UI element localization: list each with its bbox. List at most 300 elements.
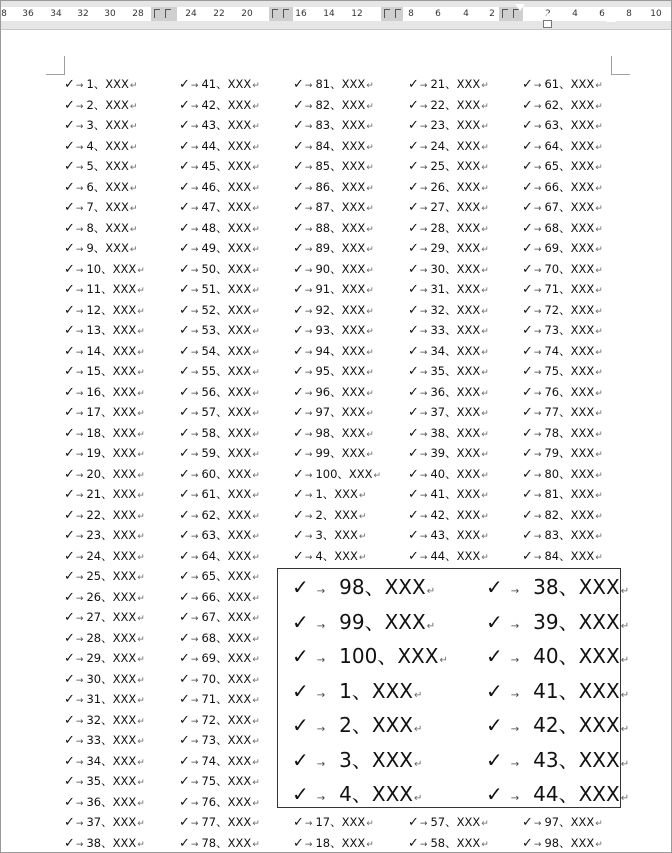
checkmark-icon: ✓	[293, 487, 304, 502]
right-indent-marker[interactable]	[606, 15, 616, 22]
list-item[interactable]	[522, 464, 603, 484]
zoomed-list-item[interactable]	[486, 708, 629, 742]
list-item[interactable]	[522, 361, 603, 381]
list-item[interactable]	[293, 361, 374, 381]
list-item[interactable]	[64, 710, 145, 730]
tab-arrow-icon: →	[190, 286, 199, 296]
zoomed-list-item[interactable]	[292, 708, 422, 742]
list-item[interactable]	[408, 197, 489, 217]
list-item[interactable]	[64, 382, 145, 402]
list-item[interactable]	[293, 95, 374, 115]
tab-arrow-icon: →	[419, 368, 428, 378]
paragraph-mark-icon: ↵	[481, 388, 489, 399]
tab-stop-marker[interactable]	[165, 9, 171, 18]
list-item-text: 16、XXX	[86, 384, 137, 399]
paragraph-mark-icon: ↵	[252, 696, 260, 706]
list-item[interactable]	[179, 300, 260, 320]
list-item-text: 57、XXX	[201, 405, 252, 419]
list-item[interactable]	[408, 361, 489, 381]
paragraph-mark-icon: ↵	[481, 491, 489, 501]
list-item[interactable]	[408, 136, 489, 156]
list-item[interactable]	[522, 177, 603, 197]
list-item[interactable]	[293, 177, 374, 197]
list-item[interactable]	[522, 115, 603, 135]
checkmark-icon: ✓	[408, 302, 419, 318]
list-item[interactable]	[293, 382, 374, 402]
list-item[interactable]	[179, 792, 260, 812]
list-item[interactable]	[64, 197, 137, 217]
list-item[interactable]	[179, 382, 260, 402]
list-item[interactable]	[64, 341, 145, 361]
paragraph-mark-icon: ↵	[137, 839, 145, 850]
list-item[interactable]	[64, 156, 137, 176]
tab-arrow-icon: →	[304, 327, 313, 337]
list-item-text: 20、XXX	[86, 466, 137, 481]
list-item[interactable]	[408, 505, 489, 525]
checkmark-icon: ✓	[293, 835, 304, 851]
checkmark-icon: ✓	[179, 507, 190, 523]
tab-stop-marker[interactable]	[283, 9, 289, 18]
list-item[interactable]	[64, 259, 145, 279]
ruler-number: 32	[77, 9, 89, 19]
list-item[interactable]	[64, 546, 145, 566]
list-item[interactable]	[64, 812, 145, 832]
list-item[interactable]	[522, 505, 603, 525]
list-item[interactable]	[408, 95, 489, 115]
checkmark-icon: ✓	[179, 364, 190, 379]
list-item[interactable]	[522, 320, 603, 340]
list-item[interactable]	[408, 423, 489, 443]
tab-arrow-icon: →	[419, 163, 428, 173]
list-item[interactable]	[522, 279, 603, 299]
list-item[interactable]	[64, 833, 145, 853]
horizontal-ruler[interactable]	[1, 1, 671, 30]
tab-arrow-icon: →	[304, 347, 313, 358]
zoomed-list-item-text: 98、XXX	[339, 575, 426, 599]
list-item[interactable]	[179, 341, 260, 361]
list-item[interactable]	[179, 402, 260, 422]
list-item[interactable]	[64, 300, 145, 320]
list-item-text: 22、XXX	[430, 97, 481, 112]
list-item[interactable]	[64, 218, 137, 238]
tab-arrow-icon: →	[419, 388, 428, 399]
list-item[interactable]	[64, 361, 145, 381]
paragraph-mark-icon: ↵	[481, 224, 489, 235]
list-item[interactable]	[179, 833, 260, 853]
list-item[interactable]	[293, 833, 374, 853]
paragraph-mark-icon: ↵	[252, 655, 260, 665]
paragraph-mark-icon: ↵	[481, 286, 489, 296]
paragraph-mark-icon: ↵	[252, 265, 260, 276]
list-item-text: 82、XXX	[544, 507, 595, 522]
list-item[interactable]	[179, 74, 260, 94]
checkmark-icon: ✓	[64, 589, 75, 605]
paragraph-mark-icon: ↵	[252, 163, 260, 173]
list-item[interactable]	[179, 566, 260, 586]
list-item[interactable]	[179, 279, 260, 299]
list-item[interactable]	[293, 464, 381, 484]
list-item[interactable]	[293, 300, 374, 320]
paragraph-mark-icon: ↵	[413, 758, 423, 770]
list-item-text: 71、XXX	[544, 282, 595, 296]
list-item[interactable]	[179, 505, 260, 525]
list-item[interactable]	[408, 300, 489, 320]
list-item[interactable]	[522, 74, 603, 94]
checkmark-icon: ✓	[64, 528, 75, 543]
list-item[interactable]	[522, 136, 603, 156]
list-item[interactable]	[408, 546, 489, 566]
zoomed-list-item[interactable]	[292, 570, 435, 604]
list-item[interactable]	[408, 464, 489, 484]
list-item[interactable]	[64, 443, 145, 463]
list-item[interactable]	[179, 710, 260, 730]
checkmark-icon: ✓	[293, 77, 304, 92]
list-item-text: 1、XXX	[315, 487, 358, 501]
list-item[interactable]	[408, 341, 489, 361]
zoomed-list-item-text: 44、XXX	[533, 782, 620, 806]
list-item-text: 84、XXX	[544, 548, 595, 563]
list-item[interactable]	[179, 607, 260, 627]
list-item[interactable]	[408, 279, 489, 299]
list-item-text: 46、XXX	[201, 179, 252, 194]
list-item[interactable]	[293, 238, 374, 258]
paragraph-mark-icon: ↵	[366, 368, 374, 378]
list-item[interactable]	[179, 546, 260, 566]
paragraph-mark-icon: ↵	[366, 122, 374, 132]
list-item-text: 67、XXX	[201, 610, 252, 624]
list-item-text: 66、XXX	[201, 589, 252, 604]
hanging-indent-marker[interactable]	[543, 13, 553, 20]
list-item-text: 81、XXX	[544, 487, 595, 501]
zoomed-list-item[interactable]	[486, 674, 629, 708]
list-item[interactable]	[179, 259, 260, 279]
list-item-text: 8、XXX	[86, 220, 129, 235]
tab-arrow-icon: →	[533, 163, 542, 173]
list-item[interactable]	[408, 177, 489, 197]
list-item-text: 29、XXX	[430, 241, 481, 255]
list-item[interactable]	[293, 812, 374, 832]
list-item[interactable]	[64, 238, 137, 258]
zoomed-list-item[interactable]	[486, 777, 629, 811]
list-item[interactable]	[293, 484, 366, 504]
list-item[interactable]	[522, 423, 603, 443]
list-item[interactable]	[522, 156, 603, 176]
list-item[interactable]	[522, 238, 603, 258]
list-item[interactable]	[522, 197, 603, 217]
paragraph-mark-icon: ↵	[595, 409, 603, 419]
zoomed-list-item[interactable]	[486, 639, 629, 673]
list-item[interactable]	[293, 402, 374, 422]
list-item[interactable]	[179, 464, 260, 484]
document-page[interactable]	[1, 30, 671, 852]
list-item[interactable]	[64, 505, 145, 525]
list-item[interactable]	[408, 218, 489, 238]
list-item-text: 25、XXX	[86, 569, 137, 583]
list-item-text: 74、XXX	[544, 343, 595, 358]
list-item[interactable]	[293, 259, 374, 279]
list-item[interactable]	[408, 74, 489, 94]
tab-arrow-icon: →	[75, 696, 84, 706]
list-item[interactable]	[522, 300, 603, 320]
list-item[interactable]	[522, 484, 603, 504]
tab-stop-marker[interactable]	[154, 9, 160, 18]
list-item-text: 28、XXX	[430, 220, 481, 235]
list-item[interactable]	[179, 320, 260, 340]
zoomed-text-box[interactable]	[277, 568, 630, 808]
list-item[interactable]	[408, 382, 489, 402]
tab-arrow-icon: →	[419, 224, 428, 235]
list-item[interactable]	[64, 771, 145, 791]
paragraph-mark-icon: ↵	[595, 306, 603, 317]
paragraph-mark-icon: ↵	[358, 532, 367, 542]
list-item[interactable]	[293, 423, 374, 443]
list-item-text: 6、XXX	[86, 179, 129, 194]
list-item[interactable]	[522, 218, 603, 238]
list-item-text: 68、XXX	[201, 630, 252, 645]
list-item[interactable]	[179, 218, 260, 238]
list-item[interactable]	[293, 546, 366, 566]
checkmark-icon: ✓	[179, 261, 190, 277]
paragraph-mark-icon: ↵	[137, 409, 145, 419]
list-item[interactable]	[293, 279, 374, 299]
paragraph-mark-icon: ↵	[252, 429, 260, 440]
list-item[interactable]	[522, 402, 603, 422]
list-item[interactable]	[179, 361, 260, 381]
list-item-text: 30、XXX	[430, 261, 481, 276]
list-item[interactable]	[179, 628, 260, 648]
tab-arrow-icon: →	[75, 163, 84, 173]
checkmark-icon: ✓	[408, 466, 419, 482]
paragraph-mark-icon: ↵	[595, 224, 603, 235]
tab-arrow-icon: →	[75, 429, 84, 440]
checkmark-icon: ✓	[408, 200, 419, 215]
list-item[interactable]	[293, 218, 374, 238]
paragraph-mark-icon: ↵	[252, 450, 260, 460]
list-item-text: 36、XXX	[430, 384, 481, 399]
tab-arrow-icon: →	[510, 620, 520, 632]
list-item[interactable]	[179, 156, 260, 176]
paragraph-mark-icon: ↵	[481, 511, 489, 522]
paragraph-mark-icon: ↵	[366, 204, 374, 214]
list-item[interactable]	[522, 833, 603, 853]
paragraph-mark-icon: ↵	[137, 265, 145, 276]
list-item[interactable]	[522, 525, 603, 545]
list-item[interactable]	[293, 74, 374, 94]
checkmark-icon: ✓	[293, 179, 304, 195]
list-item-text: 89、XXX	[315, 241, 366, 255]
tab-arrow-icon: →	[533, 388, 542, 399]
paragraph-mark-icon: ↵	[620, 586, 630, 597]
list-item[interactable]	[179, 751, 260, 771]
list-item[interactable]	[64, 587, 145, 607]
paragraph-mark-icon: ↵	[366, 81, 374, 91]
list-item[interactable]	[522, 382, 603, 402]
list-item[interactable]	[64, 74, 137, 94]
list-item-text: 2、XXX	[315, 507, 358, 522]
list-item[interactable]	[408, 525, 489, 545]
list-item[interactable]	[64, 648, 145, 668]
checkmark-icon: ✓	[179, 118, 190, 133]
tab-arrow-icon: →	[419, 327, 428, 337]
list-item[interactable]	[64, 751, 145, 771]
paragraph-mark-icon: ↵	[595, 819, 603, 829]
list-item[interactable]	[64, 689, 145, 709]
list-item[interactable]	[64, 484, 145, 504]
list-item-text: 68、XXX	[544, 220, 595, 235]
zoomed-list-item[interactable]	[292, 605, 435, 639]
list-item[interactable]	[293, 115, 374, 135]
list-item[interactable]	[64, 628, 145, 648]
list-item[interactable]	[408, 402, 489, 422]
list-item[interactable]	[293, 156, 374, 176]
list-item[interactable]	[522, 812, 603, 832]
list-item[interactable]	[293, 136, 374, 156]
list-item[interactable]	[179, 812, 260, 832]
list-item[interactable]	[179, 648, 260, 668]
tab-arrow-icon: →	[419, 819, 428, 829]
list-item[interactable]	[179, 669, 260, 689]
list-item[interactable]	[64, 730, 145, 750]
tab-arrow-icon: →	[75, 778, 84, 788]
list-item[interactable]	[293, 320, 374, 340]
list-item[interactable]	[64, 320, 145, 340]
list-item-text: 66、XXX	[544, 179, 595, 194]
paragraph-mark-icon: ↵	[595, 552, 603, 563]
list-item[interactable]	[64, 177, 137, 197]
list-item[interactable]	[408, 238, 489, 258]
list-item[interactable]	[293, 197, 374, 217]
list-item[interactable]	[408, 484, 489, 504]
checkmark-icon: ✓	[408, 97, 419, 113]
paragraph-mark-icon: ↵	[137, 819, 145, 829]
zoomed-list-item[interactable]	[292, 639, 448, 673]
list-item[interactable]	[522, 95, 603, 115]
list-item[interactable]	[408, 115, 489, 135]
tab-stop-marker[interactable]	[395, 9, 401, 18]
checkmark-icon: ✓	[522, 282, 533, 297]
list-item[interactable]	[64, 95, 137, 115]
list-item[interactable]	[179, 177, 260, 197]
list-item[interactable]	[179, 136, 260, 156]
list-item[interactable]	[179, 771, 260, 791]
list-item[interactable]	[64, 669, 145, 689]
list-item[interactable]	[179, 525, 260, 545]
list-item[interactable]	[64, 423, 145, 443]
list-item[interactable]	[522, 546, 603, 566]
zoomed-list-item[interactable]	[486, 605, 629, 639]
zoomed-list-item[interactable]	[486, 743, 629, 777]
ruler-number: 36	[22, 9, 34, 19]
list-item[interactable]	[179, 730, 260, 750]
list-item[interactable]	[179, 238, 260, 258]
zoomed-list-item[interactable]	[292, 743, 422, 777]
paragraph-mark-icon: ↵	[129, 224, 138, 235]
list-item[interactable]	[522, 259, 603, 279]
list-item[interactable]	[179, 689, 260, 709]
list-item[interactable]	[179, 587, 260, 607]
list-item-text: 58、XXX	[201, 425, 252, 440]
tab-arrow-icon: →	[304, 552, 313, 563]
checkmark-icon: ✓	[293, 261, 304, 277]
paragraph-mark-icon: ↵	[439, 655, 448, 666]
list-item[interactable]	[293, 505, 366, 525]
paragraph-mark-icon: ↵	[252, 675, 260, 686]
tab-stop-marker[interactable]	[384, 9, 390, 18]
list-item[interactable]	[64, 607, 145, 627]
checkmark-icon: ✓	[292, 609, 309, 634]
list-item-text: 24、XXX	[430, 138, 481, 153]
list-item[interactable]	[522, 443, 603, 463]
tab-stop-marker[interactable]	[272, 9, 278, 18]
list-item[interactable]	[179, 484, 260, 504]
tab-arrow-icon: →	[75, 368, 84, 378]
zoomed-list-item[interactable]	[486, 570, 629, 604]
paragraph-mark-icon: ↵	[252, 347, 260, 358]
tab-stop-marker[interactable]	[502, 9, 508, 18]
tab-arrow-icon: →	[304, 368, 313, 378]
list-item[interactable]	[64, 464, 145, 484]
checkmark-icon: ✓	[522, 179, 533, 195]
zoomed-list-item[interactable]	[292, 777, 422, 811]
list-item[interactable]	[408, 833, 489, 853]
list-item[interactable]	[408, 156, 489, 176]
tab-arrow-icon: →	[75, 327, 84, 337]
list-item[interactable]	[293, 443, 374, 463]
list-item[interactable]	[408, 443, 489, 463]
first-line-indent-marker[interactable]	[515, 4, 525, 11]
checkmark-icon: ✓	[64, 200, 75, 215]
list-item[interactable]	[64, 566, 145, 586]
checkmark-icon: ✓	[179, 425, 190, 441]
list-item[interactable]	[179, 443, 260, 463]
list-item[interactable]	[64, 115, 137, 135]
tab-arrow-icon: →	[533, 368, 542, 378]
list-item[interactable]	[179, 95, 260, 115]
tab-arrow-icon: →	[75, 450, 84, 460]
list-item-text: 73、XXX	[544, 323, 595, 337]
list-item[interactable]	[64, 279, 145, 299]
paragraph-mark-icon: ↵	[366, 163, 374, 173]
tab-arrow-icon: →	[533, 409, 542, 419]
zoomed-list-item[interactable]	[292, 674, 422, 708]
paragraph-mark-icon: ↵	[252, 368, 260, 378]
list-item[interactable]	[179, 115, 260, 135]
list-item[interactable]	[408, 320, 489, 340]
left-indent-marker[interactable]	[543, 20, 552, 28]
paragraph-mark-icon: ↵	[366, 409, 374, 419]
checkmark-icon: ✓	[408, 343, 419, 359]
list-item[interactable]	[293, 341, 374, 361]
list-item[interactable]	[179, 197, 260, 217]
list-item-text: 64、XXX	[544, 138, 595, 153]
list-item[interactable]	[522, 341, 603, 361]
paragraph-mark-icon: ↵	[481, 265, 489, 276]
paragraph-mark-icon: ↵	[252, 757, 260, 768]
list-item[interactable]	[179, 423, 260, 443]
list-item-text: 97、XXX	[544, 815, 595, 829]
paragraph-mark-icon: ↵	[595, 429, 603, 440]
paragraph-mark-icon: ↵	[620, 689, 630, 701]
checkmark-icon: ✓	[64, 692, 75, 707]
checkmark-icon: ✓	[64, 97, 75, 113]
list-item[interactable]	[64, 402, 145, 422]
list-item[interactable]	[293, 525, 366, 545]
list-item[interactable]	[408, 259, 489, 279]
list-item[interactable]	[64, 525, 145, 545]
list-item[interactable]	[64, 136, 137, 156]
list-item[interactable]	[64, 792, 145, 812]
paragraph-mark-icon: ↵	[620, 655, 630, 666]
